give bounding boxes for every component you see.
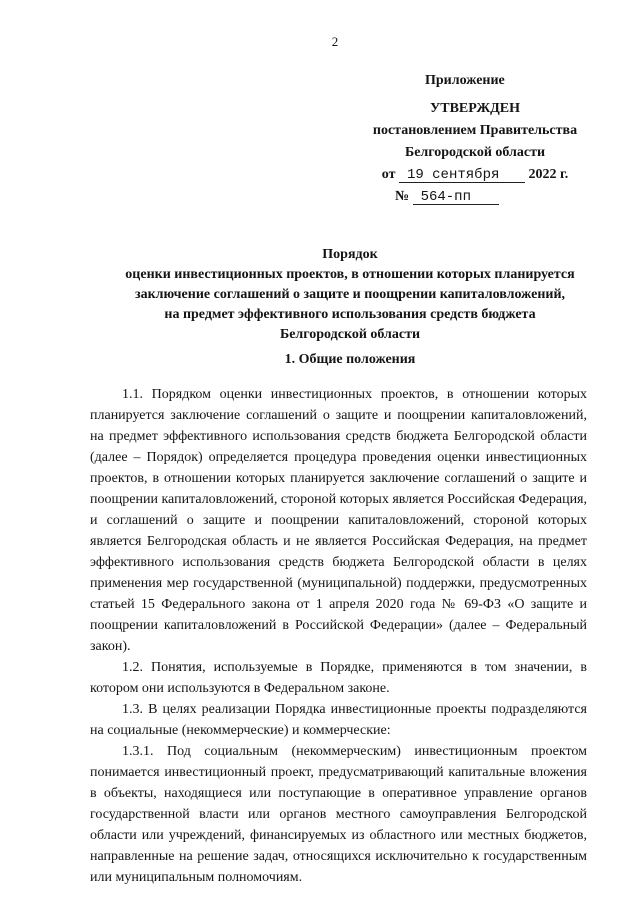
number-line	[365, 186, 585, 208]
paragraph-1-2: 1.2. Понятия, используемые в Порядке, применяются в том значении, в котором они используются в Федеральном законе.	[90, 660, 587, 696]
page-number: 2	[331, 34, 339, 49]
title-line-3: заключение соглашений о защите и поощрении капиталовложений,	[134, 287, 566, 302]
region-label: Белгородской области	[404, 145, 546, 160]
title-line-1: Порядок	[322, 247, 378, 262]
approved-label: УТВЕРЖДЕН	[429, 101, 521, 116]
approval-block	[365, 70, 585, 208]
appendix-label: Приложение	[425, 73, 505, 88]
body-text	[90, 384, 587, 888]
date-line	[365, 164, 585, 186]
title-line-2: оценки инвестиционных проектов, в отношении которых планируется	[125, 267, 575, 282]
date-prefix: от	[381, 167, 396, 182]
paragraph-1-3: 1.3. В целях реализации Порядка инвестиционные проекты подразделяются на социальные (некоммерческие) и коммерческие:	[90, 702, 587, 738]
title-line-5: Белгородской области	[279, 327, 421, 342]
date-suffix: 2022 г.	[528, 167, 569, 182]
number-prefix: №	[395, 189, 410, 204]
date-value: 19 сентября	[399, 168, 525, 183]
resolution-label: постановлением Правительства	[372, 123, 578, 138]
document-title	[60, 245, 640, 345]
number-value: 564-пп	[413, 190, 499, 205]
paragraph-1-1: 1.1. Порядком оценки инвестиционных проектов, в отношении которых планируется заключение соглашений о защите и поощрении капиталовложений, на предмет эффективного использования средств бюджета Белгородской области (далее – Порядок) определяется процедура проведения оценки инвестиционных проектов, в отношении которых планируется заключение соглашений о защите и поощрении капиталовложений, стороной которых является Российская Федерация, и соглашений о защите и поощрении капиталовложений, стороной которых является Белгородская область и не является Российская Федерация, на предмет эффективного использования средств бюджета Белгородской области в целях применения мер государственной (муниципальной) поддержки, предусмотренных статьей 15 Федерального закона от 1 апреля 2020 года № 69-ФЗ «О защите и поощрении капиталовложений в Российской Федерации» (далее – Федеральный закон).	[90, 387, 587, 654]
section-heading: 1. Общие положения	[284, 352, 416, 367]
paragraph-1-3-1: 1.3.1. Под социальным (некоммерческим) инвестиционным проектом понимается инвестиционный проект, предусматривающий капитальные вложения в объекты, находящиеся или поступающие в оперативное управление органов государственной власти или органов местного самоуправления Белгородской области или учреждений, финансируемых из областного или местных бюджетов, направленные на решение задач, относящихся исключительно к государственным или муниципальным полномочиям.	[90, 744, 587, 885]
title-line-4: на предмет эффективного использования средств бюджета	[164, 307, 536, 322]
